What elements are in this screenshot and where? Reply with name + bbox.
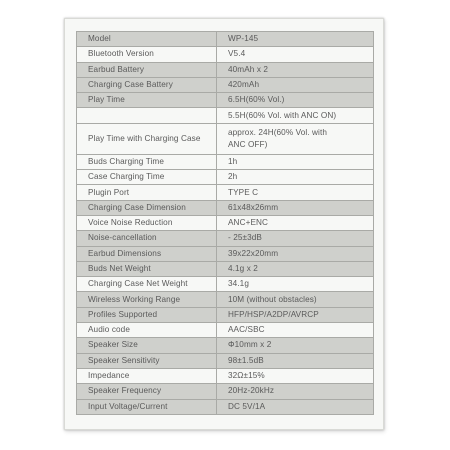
spec-value-line: 20Hz-20kHz [228, 386, 275, 396]
spec-value-line: 420mAh [228, 80, 260, 90]
spec-value [217, 368, 374, 383]
spec-label: Voice Noise Reduction [77, 215, 217, 230]
spec-row [77, 200, 374, 215]
spec-label: Impedance [77, 368, 217, 383]
spec-label: Buds Charging Time [77, 154, 217, 169]
spec-value-line: ANC OFF) [228, 139, 268, 149]
spec-label: Audio code [77, 323, 217, 338]
spec-label: Earbud Battery [77, 62, 217, 77]
spec-label: Charging Case Battery [77, 77, 217, 92]
spec-value [217, 307, 374, 322]
spec-value [217, 93, 374, 108]
spec-value [217, 261, 374, 276]
spec-row [77, 292, 374, 307]
spec-value [217, 231, 374, 246]
spec-value-line: 5.5H(60% Vol. with ANC ON) [228, 110, 337, 120]
spec-value [217, 353, 374, 368]
spec-label: Model [77, 32, 217, 47]
spec-value [217, 170, 374, 185]
spec-row [77, 323, 374, 338]
spec-value [217, 62, 374, 77]
spec-row [77, 215, 374, 230]
spec-value-line: 1h [228, 156, 238, 166]
spec-value-line: approx. 24H(60% Vol. with [228, 127, 327, 137]
spec-label: Buds Net Weight [77, 261, 217, 276]
spec-label: Noise-cancellation [77, 231, 217, 246]
spec-label: Charging Case Net Weight [77, 277, 217, 292]
spec-label: Profiles Supported [77, 307, 217, 322]
spec-value [217, 246, 374, 261]
spec-label: Speaker Frequency [77, 384, 217, 399]
spec-row [77, 185, 374, 200]
spec-label: Play Time [77, 93, 217, 108]
spec-value [217, 399, 374, 414]
spec-value-line: 10M (without obstacles) [228, 294, 317, 304]
spec-row [77, 123, 374, 154]
spec-value [217, 108, 374, 123]
spec-table [76, 31, 374, 415]
spec-label: Plugin Port [77, 185, 217, 200]
spec-row [77, 307, 374, 322]
spec-value [217, 47, 374, 62]
spec-value-line: Φ10mm x 2 [228, 340, 272, 350]
spec-value-line: V5.4 [228, 49, 246, 59]
spec-label [77, 108, 217, 123]
spec-row [77, 170, 374, 185]
spec-value [217, 323, 374, 338]
spec-value [217, 77, 374, 92]
spec-row [77, 261, 374, 276]
spec-row [77, 62, 374, 77]
spec-value [217, 215, 374, 230]
spec-row [77, 368, 374, 383]
spec-value [217, 200, 374, 215]
spec-label: Wireless Working Range [77, 292, 217, 307]
spec-value-line: ANC+ENC [228, 218, 269, 228]
spec-row [77, 47, 374, 62]
spec-value [217, 32, 374, 47]
spec-table-body [77, 32, 374, 415]
spec-label: Charging Case Dimension [77, 200, 217, 215]
spec-label: Earbud Dimensions [77, 246, 217, 261]
spec-value [217, 292, 374, 307]
spec-value [217, 277, 374, 292]
spec-label: Input Voltage/Current [77, 399, 217, 414]
spec-value-line: 40mAh x 2 [228, 64, 269, 74]
spec-value-line: 6.5H(60% Vol.) [228, 95, 285, 105]
spec-row [77, 277, 374, 292]
spec-value-line: 34.1g [228, 279, 249, 289]
spec-value [217, 185, 374, 200]
spec-row [77, 246, 374, 261]
spec-row [77, 384, 374, 399]
spec-value [217, 154, 374, 169]
spec-value-line: 32Ω±15% [228, 371, 265, 381]
spec-row [77, 77, 374, 92]
spec-value-line: - 25±3dB [228, 233, 262, 243]
spec-label: Case Charging Time [77, 170, 217, 185]
spec-value-line: 39x22x20mm [228, 248, 279, 258]
spec-value-line: 98±1.5dB [228, 355, 264, 365]
spec-value [217, 338, 374, 353]
spec-value-line: 4.1g x 2 [228, 264, 258, 273]
spec-value-line: AAC/SBC [228, 325, 265, 335]
spec-value-line: TYPE C [228, 187, 259, 197]
spec-value [217, 384, 374, 399]
spec-label: Play Time with Charging Case [77, 123, 217, 154]
spec-row [77, 108, 374, 123]
spec-value-line: 61x48x26mm [228, 202, 279, 212]
spec-value-line: DC 5V/1A [228, 401, 266, 411]
spec-row [77, 399, 374, 414]
spec-row [77, 231, 374, 246]
spec-value-line: WP-145 [228, 34, 259, 44]
spec-value-line: 2h [228, 172, 238, 182]
spec-label: Bluetooth Version [77, 47, 217, 62]
spec-label: Speaker Size [77, 338, 217, 353]
spec-row [77, 154, 374, 169]
spec-value-line: HFP/HSP/A2DP/AVRCP [228, 309, 319, 319]
spec-value [217, 123, 374, 154]
spec-label: Speaker Sensitivity [77, 353, 217, 368]
spec-row [77, 353, 374, 368]
spec-row [77, 338, 374, 353]
spec-row [77, 32, 374, 47]
spec-row [77, 93, 374, 108]
